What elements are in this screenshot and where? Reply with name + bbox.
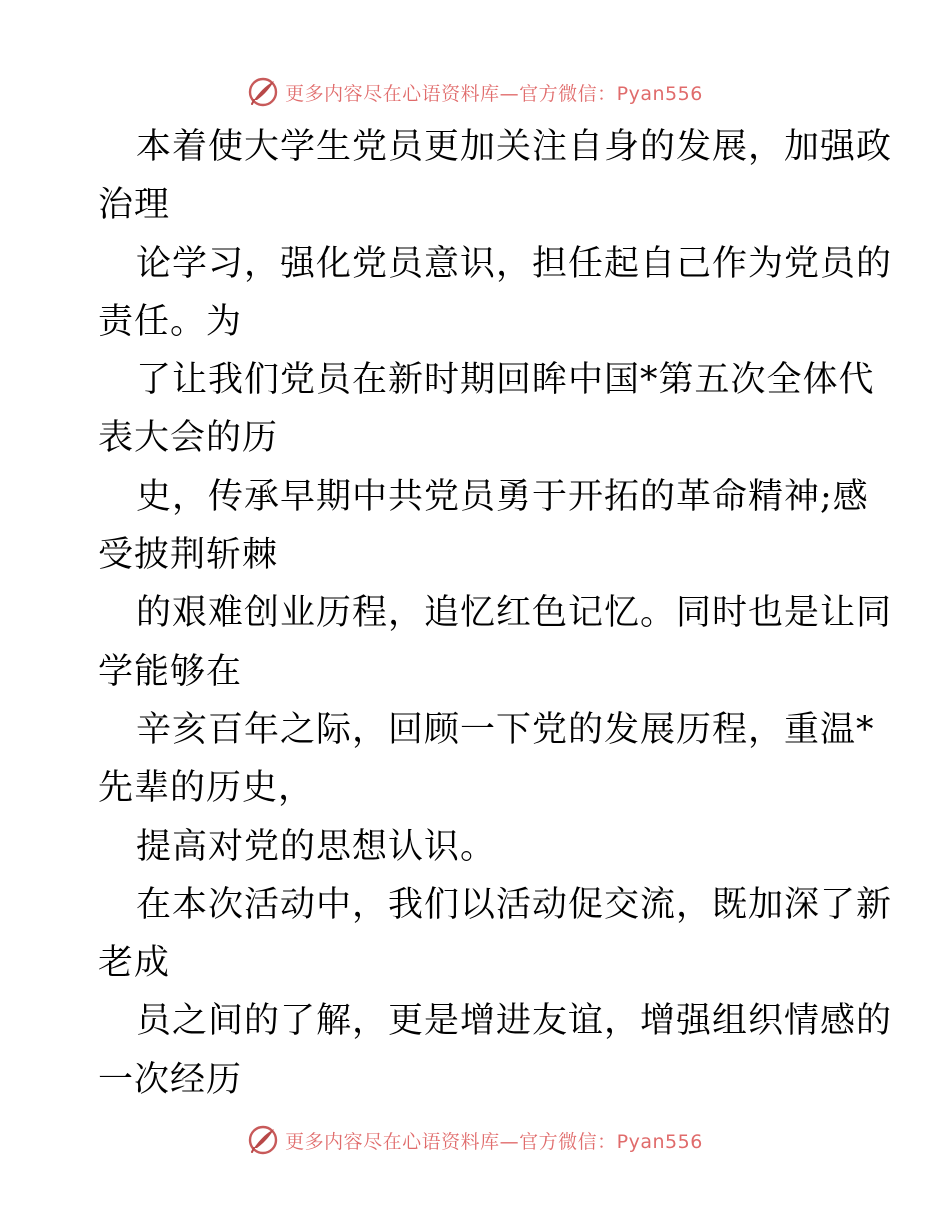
paragraph-line: 辛亥百年之际，回顾一下党的发展历程，重温* — [136, 709, 875, 750]
quill-pen-logo-icon — [247, 1124, 279, 1156]
footer-watermark — [0, 1120, 950, 1160]
paragraph-line: 论学习，强化党员意识，担任起自己作为党员的 — [136, 243, 893, 284]
paragraph-line: 提高对党的思想认识。 — [136, 826, 497, 867]
footer-watermark-text: 更多内容尽在心语资料库—官方微信：Pyan556 — [285, 1130, 703, 1153]
header-watermark-text: 更多内容尽在心语资料库—官方微信：Pyan556 — [285, 82, 703, 105]
paragraph-line: 先辈的历史， — [98, 768, 315, 809]
paragraph-line: 受披荆斩棘 — [98, 535, 279, 576]
paragraph-line: 了让我们党员在新时期回眸中国*第五次全体代 — [136, 360, 875, 401]
paragraph-line: 表大会的历 — [98, 418, 279, 459]
paragraph-line: 员之间的了解，更是增进友谊，增强组织情感的 — [136, 1001, 893, 1042]
paragraph-line: 学能够在 — [98, 651, 243, 692]
header-watermark — [0, 72, 950, 112]
paragraph-line: 治理 — [98, 185, 171, 226]
document-body — [98, 118, 893, 1109]
paragraph-line: 责任。为 — [98, 301, 243, 342]
quill-pen-logo-icon — [247, 76, 279, 108]
paragraph-line: 本着使大学生党员更加关注自身的发展，加强政 — [136, 127, 893, 167]
paragraph-line: 在本次活动中，我们以活动促交流，既加深了新 — [136, 884, 893, 925]
paragraph-line: 的艰难创业历程，追忆红色记忆。同时也是让同 — [136, 593, 893, 634]
paragraph-line: 老成 — [98, 943, 171, 984]
paragraph-line: 史，传承早期中共党员勇于开拓的革命精神;感 — [136, 476, 869, 517]
paragraph-line: 一次经历 — [98, 1059, 243, 1100]
